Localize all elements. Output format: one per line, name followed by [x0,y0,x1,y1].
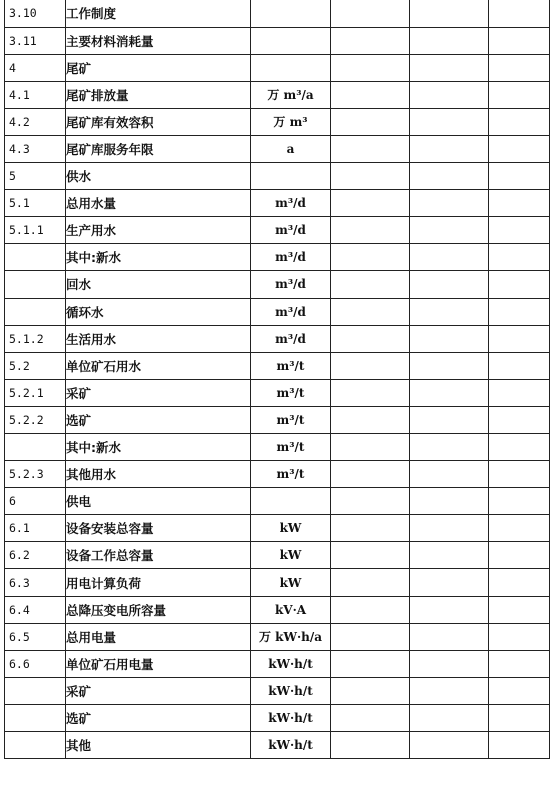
value-cell [489,650,550,677]
item-name-cell: 尾矿排放量 [66,81,251,108]
item-number-cell: 5.1 [5,190,66,217]
value-cell [410,325,489,352]
item-name-cell: 用电计算负荷 [66,569,251,596]
table-row [5,325,550,352]
table-row [5,135,550,162]
item-name-cell: 尾矿库有效容积 [66,108,251,135]
value-cell [410,0,489,27]
indicator-table-body [5,0,550,759]
item-number-cell: 3.10 [5,0,66,27]
item-name-cell: 总降压变电所容量 [66,596,251,623]
unit-cell: kW [251,515,331,542]
value-cell [410,298,489,325]
table-row [5,623,550,650]
unit-cell [251,488,331,515]
unit-cell: m³/d [251,325,331,352]
value-cell [331,677,410,704]
unit-cell: m³/d [251,298,331,325]
item-name-cell: 尾矿库服务年限 [66,135,251,162]
value-cell [331,569,410,596]
value-cell [410,244,489,271]
value-cell [489,434,550,461]
value-cell [410,27,489,54]
value-cell [331,623,410,650]
item-number-cell [5,298,66,325]
value-cell [331,81,410,108]
value-cell [331,352,410,379]
table-row [5,244,550,271]
value-cell [410,650,489,677]
value-cell [410,108,489,135]
value-cell [489,271,550,298]
unit-cell: m³/d [251,271,331,298]
indicator-table [4,0,550,759]
value-cell [410,732,489,759]
item-name-cell: 生产用水 [66,217,251,244]
value-cell [489,379,550,406]
value-cell [410,379,489,406]
value-cell [489,108,550,135]
value-cell [489,135,550,162]
value-cell [489,596,550,623]
item-name-cell: 选矿 [66,406,251,433]
unit-cell: kW [251,569,331,596]
item-name-cell: 采矿 [66,379,251,406]
value-cell [410,81,489,108]
value-cell [489,54,550,81]
value-cell [489,406,550,433]
item-number-cell: 5.2.1 [5,379,66,406]
item-number-cell: 6.3 [5,569,66,596]
table-row [5,434,550,461]
item-name-cell: 生活用水 [66,325,251,352]
table-row [5,27,550,54]
value-cell [410,54,489,81]
value-cell [410,596,489,623]
value-cell [331,542,410,569]
value-cell [489,244,550,271]
item-name-cell: 其他 [66,732,251,759]
table-row [5,461,550,488]
value-cell [331,135,410,162]
value-cell [410,163,489,190]
item-number-cell: 5.2 [5,352,66,379]
item-number-cell: 4.1 [5,81,66,108]
value-cell [489,488,550,515]
value-cell [331,298,410,325]
unit-cell: m³/t [251,406,331,433]
item-number-cell [5,732,66,759]
item-name-cell: 单位矿石用水 [66,352,251,379]
unit-cell: m³/t [251,434,331,461]
table-row [5,677,550,704]
table-row [5,488,550,515]
table-row [5,108,550,135]
value-cell [489,677,550,704]
item-number-cell [5,434,66,461]
item-number-cell [5,677,66,704]
value-cell [489,732,550,759]
unit-cell: kW·h/t [251,732,331,759]
unit-cell: 万 kW·h/a [251,623,331,650]
table-row [5,704,550,731]
table-row [5,352,550,379]
value-cell [331,379,410,406]
table-row [5,515,550,542]
value-cell [410,569,489,596]
unit-cell [251,0,331,27]
unit-cell: m³/d [251,244,331,271]
value-cell [489,623,550,650]
value-cell [489,515,550,542]
value-cell [410,515,489,542]
value-cell [331,244,410,271]
value-cell [331,650,410,677]
value-cell [331,271,410,298]
value-cell [331,217,410,244]
table-row [5,406,550,433]
unit-cell [251,163,331,190]
item-name-cell: 供电 [66,488,251,515]
item-number-cell: 6.5 [5,623,66,650]
value-cell [410,271,489,298]
value-cell [489,0,550,27]
table-row [5,596,550,623]
table-row [5,650,550,677]
value-cell [489,542,550,569]
value-cell [331,596,410,623]
item-name-cell: 工作制度 [66,0,251,27]
value-cell [331,704,410,731]
table-row [5,0,550,27]
unit-cell: kW·h/t [251,650,331,677]
value-cell [489,190,550,217]
value-cell [410,217,489,244]
value-cell [331,732,410,759]
item-name-cell: 单位矿石用电量 [66,650,251,677]
item-name-cell: 其中:新水 [66,244,251,271]
value-cell [331,54,410,81]
item-number-cell: 6 [5,488,66,515]
value-cell [410,677,489,704]
value-cell [489,81,550,108]
item-name-cell: 尾矿 [66,54,251,81]
item-name-cell: 循环水 [66,298,251,325]
table-row [5,569,550,596]
value-cell [410,488,489,515]
value-cell [410,406,489,433]
value-cell [489,163,550,190]
unit-cell: m³/t [251,379,331,406]
item-name-cell: 采矿 [66,677,251,704]
item-number-cell [5,244,66,271]
value-cell [331,488,410,515]
item-number-cell: 5.1.2 [5,325,66,352]
unit-cell: m³/d [251,217,331,244]
item-number-cell: 6.6 [5,650,66,677]
value-cell [489,461,550,488]
value-cell [331,461,410,488]
value-cell [331,27,410,54]
item-name-cell: 回水 [66,271,251,298]
item-name-cell: 主要材料消耗量 [66,27,251,54]
item-number-cell [5,271,66,298]
value-cell [331,325,410,352]
item-name-cell: 选矿 [66,704,251,731]
table-row [5,271,550,298]
item-number-cell: 4.3 [5,135,66,162]
value-cell [489,217,550,244]
item-name-cell: 总用电量 [66,623,251,650]
unit-cell: 万 m³/a [251,81,331,108]
value-cell [331,434,410,461]
value-cell [489,325,550,352]
item-name-cell: 供水 [66,163,251,190]
unit-cell [251,54,331,81]
unit-cell: kV·A [251,596,331,623]
unit-cell: m³/t [251,461,331,488]
value-cell [410,135,489,162]
value-cell [489,27,550,54]
item-name-cell: 总用水量 [66,190,251,217]
unit-cell: m³/d [251,190,331,217]
item-name-cell: 设备工作总容量 [66,542,251,569]
table-row [5,81,550,108]
table-row [5,298,550,325]
value-cell [331,163,410,190]
value-cell [331,515,410,542]
item-number-cell [5,704,66,731]
unit-cell: a [251,135,331,162]
item-number-cell: 5.2.3 [5,461,66,488]
value-cell [489,298,550,325]
value-cell [489,352,550,379]
item-number-cell: 4 [5,54,66,81]
table-row [5,54,550,81]
value-cell [410,704,489,731]
table-row [5,732,550,759]
value-cell [410,190,489,217]
item-number-cell: 6.2 [5,542,66,569]
table-row [5,163,550,190]
value-cell [331,190,410,217]
unit-cell: kW [251,542,331,569]
item-number-cell: 6.4 [5,596,66,623]
value-cell [410,461,489,488]
item-number-cell: 5.1.1 [5,217,66,244]
table-row [5,379,550,406]
value-cell [489,704,550,731]
value-cell [331,108,410,135]
item-number-cell: 6.1 [5,515,66,542]
item-name-cell: 其中:新水 [66,434,251,461]
table-row [5,542,550,569]
value-cell [489,569,550,596]
value-cell [331,406,410,433]
value-cell [331,0,410,27]
value-cell [410,434,489,461]
unit-cell: m³/t [251,352,331,379]
item-number-cell: 4.2 [5,108,66,135]
value-cell [410,352,489,379]
unit-cell [251,27,331,54]
item-number-cell: 5 [5,163,66,190]
item-number-cell: 5.2.2 [5,406,66,433]
item-number-cell: 3.11 [5,27,66,54]
item-name-cell: 其他用水 [66,461,251,488]
unit-cell: kW·h/t [251,677,331,704]
value-cell [410,623,489,650]
value-cell [410,542,489,569]
unit-cell: 万 m³ [251,108,331,135]
unit-cell: kW·h/t [251,704,331,731]
table-row [5,190,550,217]
item-name-cell: 设备安装总容量 [66,515,251,542]
table-row [5,217,550,244]
